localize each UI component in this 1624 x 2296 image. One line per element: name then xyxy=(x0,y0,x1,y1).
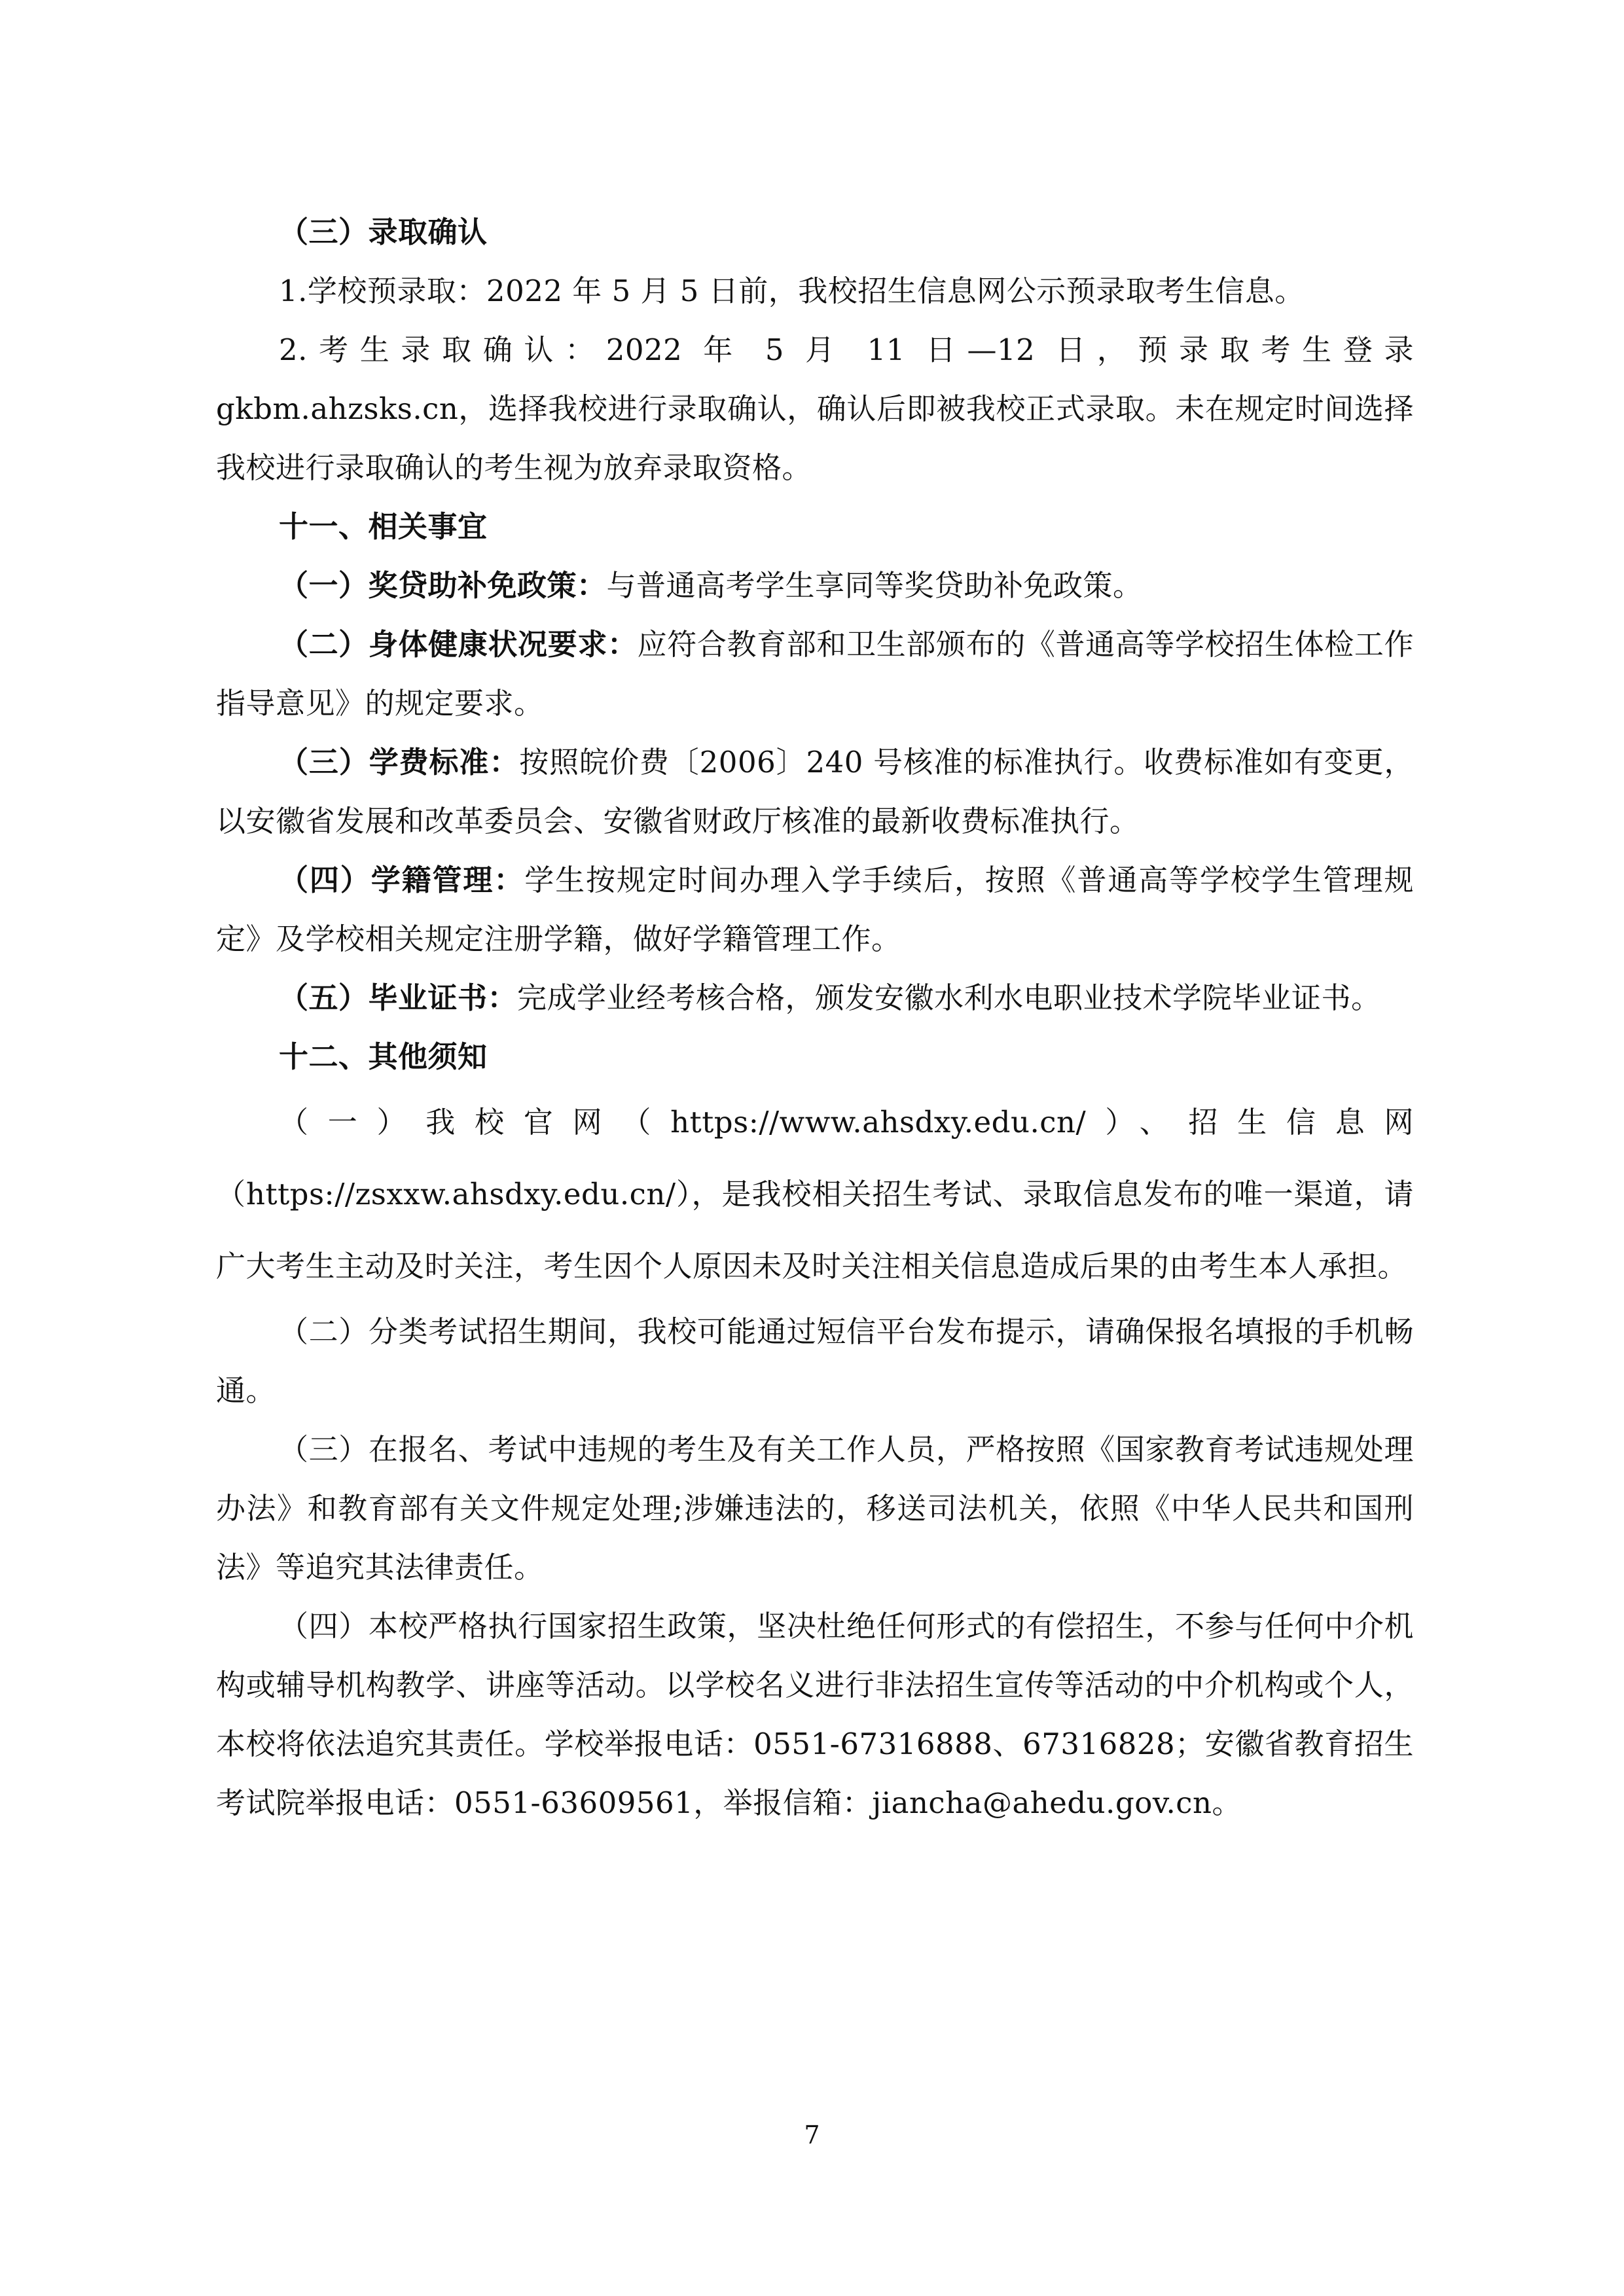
note-enrollment-policy: （四）本校严格执行国家招生政策，坚决杜绝任何形式的有偿招生，不参与任何中介机构或辅导机构教学、讲座等活动。以学校名义进行非法招生宣传等活动的中介机构或个人，本校将依法追究其责任。学校举报电话：0551-67316888、67316828；安徽省教育招生考试院举报电话：0551-63609561，举报信箱：jiancha@ahedu.gov.cn。 xyxy=(216,1609,1414,1820)
section-heading-other-notes: 十二、其他须知 xyxy=(279,1039,488,1074)
item-student-status xyxy=(216,851,1414,969)
paragraph-admission-confirmation: 2.考生录取确认：2022 年 5 月 11 日—12 日，预录取考生登录 gkbm.ahzsks.cn，选择我校进行录取确认，确认后即被我校正式录取。未在规定时间选择我校进行录取确认的考生视为放弃录取资格。 xyxy=(216,332,1414,485)
item-label: （二）身体健康状况要求： xyxy=(279,627,638,662)
item-text: 完成学业经考核合格，颁发安徽水利水电职业技术学院毕业证书。 xyxy=(517,980,1381,1015)
note-official-website-line1: （一）我校官网（https://www.ahsdxy.edu.cn/）、招生信息网 xyxy=(279,1105,1414,1139)
item-label: （四）学籍管理： xyxy=(279,863,525,897)
item-scholarship-policy xyxy=(216,556,1414,615)
note-violations: （三）在报名、考试中违规的考生及有关工作人员，严格按照《国家教育考试违规处理办法》和教育部有关文件规定处理;涉嫌违法的，移送司法机关，依照《中华人民共和国刑法》等追究其法律责任。 xyxy=(216,1432,1414,1585)
item-health-requirements xyxy=(216,615,1414,733)
section-heading-related-matters: 十一、相关事宜 xyxy=(279,509,488,544)
item-tuition-standard xyxy=(216,733,1414,851)
item-text: 与普通高考学生享同等奖贷助补免政策。 xyxy=(606,568,1143,603)
item-label: （五）毕业证书： xyxy=(279,980,518,1015)
item-label: （三）学费标准： xyxy=(279,745,520,780)
item-text: 学生按规定时间办理入学手续后，按照《普通高等学校学生管理规定》及学校相关规定注册学籍，做好学籍管理工作。 xyxy=(216,863,1414,956)
item-text: 按照皖价费〔2006〕240 号核准的标准执行。收费标准如有变更，以安徽省发展和改革委员会、安徽省财政厅核准的最新收费标准执行。 xyxy=(216,745,1414,838)
note-sms-platform: （二）分类考试招生期间，我校可能通过短信平台发布提示，请确保报名填报的手机畅通。 xyxy=(216,1314,1414,1408)
item-text: 应符合教育部和卫生部颁布的《普通高等学校招生体检工作指导意见》的规定要求。 xyxy=(216,627,1414,721)
item-label: （一）奖贷助补免政策： xyxy=(279,568,607,603)
document-body xyxy=(216,203,1414,1833)
note-official-website-rest: （https://zsxxw.ahsdxy.edu.cn/），是我校相关招生考试、录取信息发布的唯一渠道，请广大考生主动及时关注，考生因个人原因未及时关注相关信息造成后果的由考生本人承担。 xyxy=(216,1177,1414,1283)
item-graduation-certificate xyxy=(216,969,1414,1028)
page-number: 7 xyxy=(804,2121,820,2149)
section-heading-admission-confirm: （三）录取确认 xyxy=(279,215,488,249)
paragraph-pre-admission: 1.学校预录取：2022 年 5 月 5 日前，我校招生信息网公示预录取考生信息。 xyxy=(279,274,1305,308)
